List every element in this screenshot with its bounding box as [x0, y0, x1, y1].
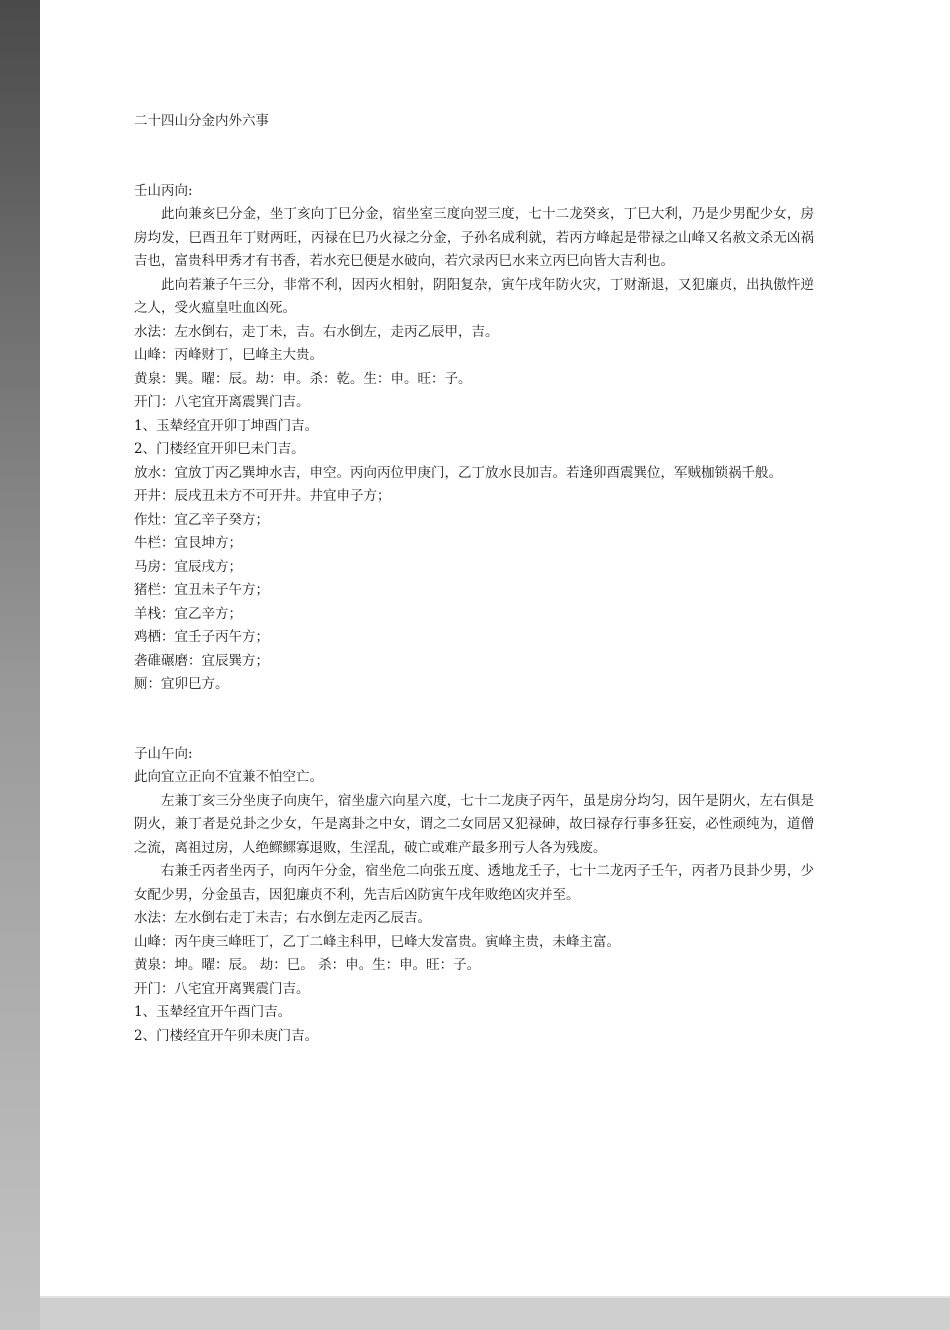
document-body: [134, 110, 814, 1048]
text-line: 牛栏：宜艮坤方；: [134, 535, 242, 551]
text-line: 山峰：丙峰财丁，巳峰主大贵。: [134, 347, 323, 363]
paragraph: 此向若兼子午三分，非常不利，因丙火相射，阴阳复杂，寅午戌年防火灾，丁财渐退，又犯廉贞，出执傲忤逆之人，受火瘟皇吐血凶死。: [134, 276, 814, 316]
section-intro: 此向宜立正向不宜兼不怕空亡。: [134, 769, 323, 785]
text-line: 2、门楼经宜开午卯未庚门吉。: [134, 1027, 319, 1044]
text-line: 黄泉：巽。曜：辰。劫：申。杀：乾。生：申。旺：子。: [134, 370, 472, 387]
section-heading: 壬山丙向:: [134, 182, 193, 199]
text-line: 开门：八宅宜开离震巽门吉。: [134, 394, 310, 410]
section-zi-shan: [134, 743, 814, 1049]
text-line: 1、玉辇经宜开卯丁坤酉门吉。: [134, 417, 319, 434]
text-line: 2、门楼经宜开卯巳未门吉。: [134, 441, 305, 457]
paragraph: 此向兼亥巳分金，坐丁亥向丁巳分金，宿坐室三度向翌三度，七十二龙癸亥，丁巳大利，乃是少男配少女，房房均发，巳酉丑年丁财两旺，丙禄在巳乃火禄之分金，子孙名成利就，若丙方峰起是带禄之山峰又名赦文杀无凶祸吉也，富贵科甲秀才有书香，若水充巳便是水破向，若穴录丙巳水来立丙巳向皆大吉利也。: [134, 206, 814, 269]
text-line: 水法：左水倒右走丁未吉；右水倒左走丙乙辰吉。: [134, 910, 431, 926]
section-ren-shan: [134, 180, 814, 697]
section-heading: 子山午向:: [134, 745, 193, 762]
text-line: 开门：八宅宜开离巽震门吉。: [134, 980, 310, 997]
text-line: 放水：宜放丁丙乙巽坤水吉，申空。丙向丙位甲庚门，乙丁放水艮加吉。若逢卯酉震巽位，军贼枷锁祸千般。: [134, 464, 782, 481]
text-line: 马房：宜辰戌方；: [134, 558, 242, 575]
paragraph: 左兼丁亥三分坐庚子向庚午，宿坐虚六向星六度，七十二龙庚子丙午，虽是房分均匀，因午是阴火，左右俱是阴火，兼丁者是兑卦之少女，午是离卦之中女，谓之二女同居又犯禄砷，故曰禄存行事多狂妄，必性顽纯为，道僧之流，离祖过房，人绝鳏鳏寡退败，生淫乱，破亡或难产最多刑亏人各为残废。: [134, 792, 814, 856]
left-margin-band: [0, 0, 40, 1330]
paragraph: 右兼壬丙者坐丙子，向丙午分金，宿坐危二向张五度、透地龙壬子，七十二龙丙子壬午，丙者乃艮卦少男，少女配少男，分金虽吉，因犯廉贞不利，先吉后凶防寅午戌年败绝凶灾并至。: [134, 863, 814, 903]
text-line: 1、玉辇经宜开午酉门吉。: [134, 1004, 292, 1020]
bottom-margin-band: [40, 1296, 950, 1330]
text-line: 猪栏：宜丑未子午方；: [134, 582, 269, 598]
text-line: 羊栈：宜乙辛方；: [134, 605, 242, 622]
text-line: 作灶：宜乙辛子癸方；: [134, 511, 269, 528]
text-line: 砻碓碾磨：宜辰巽方；: [134, 652, 269, 669]
text-line: 开井：辰戌丑未方不可开井。井宜申子方；: [134, 488, 391, 504]
document-title: 二十四山分金内外六事: [134, 113, 269, 129]
text-line: 厕：宜卯巳方。: [134, 676, 229, 692]
text-line: 黄泉：坤。曜：辰。 劫：巳。 杀：申。生：申。旺：子。: [134, 957, 481, 973]
text-line: 山峰：丙午庚三峰旺丁，乙丁二峰主科甲，巳峰大发富贵。寅峰主贵，未峰主富。: [134, 933, 620, 950]
section-gap: [134, 697, 814, 743]
text-line: 鸡栖：宜壬子丙午方；: [134, 629, 269, 645]
text-line: 水法：左水倒右，走丁未，吉。右水倒左，走丙乙辰甲，吉。: [134, 323, 499, 340]
